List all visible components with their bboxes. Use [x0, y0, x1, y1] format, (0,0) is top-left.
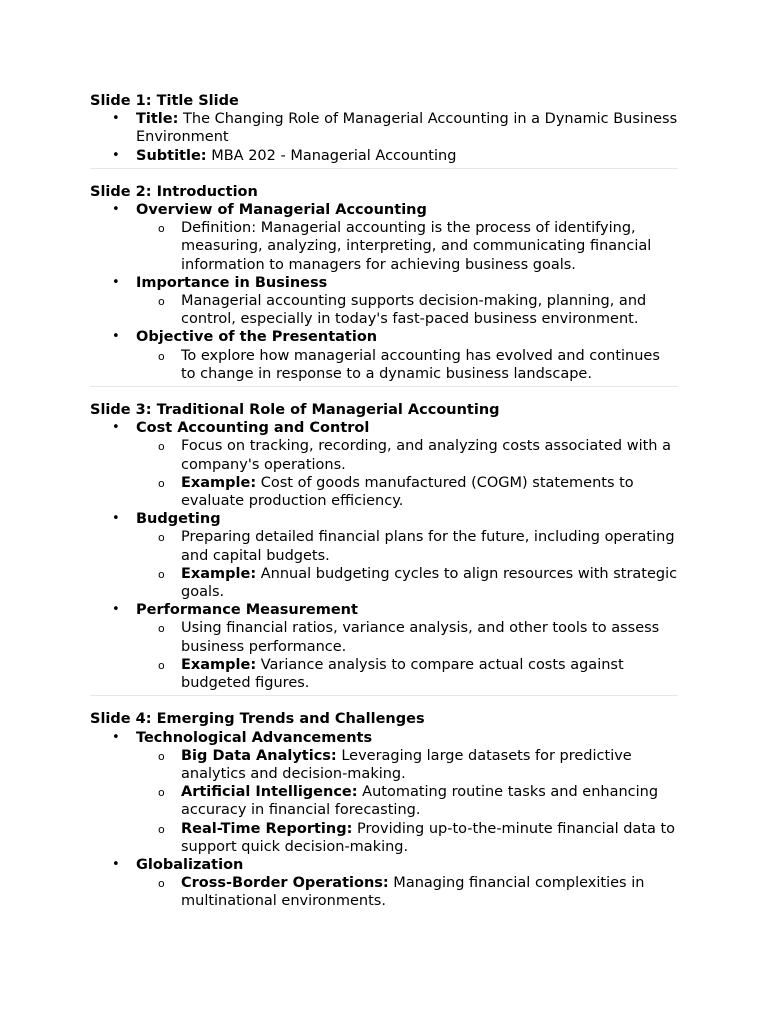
- bullet-list: [90, 110, 678, 165]
- sub-bullet-list: [136, 437, 678, 510]
- sub-bullet-item: [181, 565, 678, 601]
- bullet-label: Title:: [136, 111, 179, 128]
- document-body: [90, 92, 678, 911]
- sub-bullet-text: Annual budgeting cycles to align resources with strategic goals.: [181, 565, 678, 601]
- sub-bullet-list: [136, 292, 678, 328]
- sub-bullet-text: Focus on tracking, recording, and analyzing costs associated with a company's operations.: [181, 438, 671, 473]
- slide-section: [90, 386, 678, 692]
- sub-bullet-text: Leveraging large datasets for predictive analytics and decision-making.: [181, 747, 632, 782]
- sub-bullet-list: [136, 619, 678, 692]
- sub-bullet-label: Example:: [181, 565, 257, 582]
- slide-heading: Slide 3: Traditional Role of Managerial Accounting: [90, 402, 500, 419]
- sub-bullet-list: [136, 347, 678, 383]
- bullet-item: [136, 601, 678, 692]
- bullet-item: [136, 510, 678, 601]
- bullet-label: Subtitle:: [136, 147, 207, 164]
- sub-bullet-text: Automating routine tasks and enhancing accuracy in financial forecasting.: [181, 784, 659, 819]
- bullet-item: [136, 274, 678, 329]
- sub-bullet-label: Artificial Intelligence:: [181, 784, 358, 801]
- sub-bullet-label: Example:: [181, 474, 257, 491]
- sub-bullet-item: [181, 783, 678, 819]
- sub-bullet-item: [181, 292, 678, 328]
- slide-section: [90, 168, 678, 383]
- slide-section: [90, 92, 678, 165]
- sub-bullet-text: Cost of goods manufactured (COGM) statements to evaluate production efficiency.: [181, 474, 634, 510]
- sub-bullet-text: Variance analysis to compare actual costs against budgeted figures.: [181, 656, 624, 692]
- bullet-item: [136, 201, 678, 274]
- sub-bullet-item: [181, 820, 678, 856]
- sub-bullet-list: [136, 747, 678, 856]
- sub-bullet-item: [181, 437, 678, 473]
- sub-bullet-item: [181, 747, 678, 783]
- bullet-label: Budgeting: [136, 511, 221, 528]
- bullet-item: [136, 110, 678, 146]
- bullet-item: [136, 419, 678, 510]
- bullet-label: Overview of Managerial Accounting: [136, 202, 427, 219]
- sub-bullet-item: [181, 219, 678, 274]
- bullet-item: [136, 147, 678, 165]
- bullet-item: [136, 328, 678, 383]
- sub-bullet-text: Managerial accounting supports decision-making, planning, and control, especially in today's fast-paced business environment.: [181, 293, 647, 328]
- bullet-list: [90, 201, 678, 383]
- bullet-label: Objective of the Presentation: [136, 329, 378, 346]
- bullet-label: Performance Measurement: [136, 602, 358, 619]
- sub-bullet-text: Definition: Managerial accounting is the process of identifying, measuring, analyzing, interpreting, and communicating financial information to managers for achieving business goals.: [181, 220, 652, 273]
- sub-bullet-item: [181, 474, 678, 510]
- sub-bullet-text: Preparing detailed financial plans for the future, including operating and capital budgets.: [181, 529, 675, 564]
- slide-section: [90, 695, 678, 910]
- sub-bullet-text: Providing up-to-the-minute financial data to support quick decision-making.: [181, 820, 676, 855]
- bullet-item: [136, 729, 678, 856]
- sub-bullet-text: To explore how managerial accounting has evolved and continues to change in response to a dynamic business landscape.: [181, 347, 660, 382]
- bullet-label: Technological Advancements: [136, 729, 373, 746]
- sub-bullet-text: Managing financial complexities in multinational environments.: [181, 875, 645, 910]
- bullet-text: The Changing Role of Managerial Accounting in a Dynamic Business Environment: [136, 111, 678, 146]
- sub-bullet-list: [136, 528, 678, 601]
- bullet-label: Globalization: [136, 856, 244, 873]
- slide-heading: Slide 1: Title Slide: [90, 93, 239, 109]
- slide-heading: Slide 2: Introduction: [90, 183, 258, 200]
- bullet-text: MBA 202 - Managerial Accounting: [206, 147, 457, 164]
- sub-bullet-item: [181, 528, 678, 564]
- bullet-label: Importance in Business: [136, 274, 328, 291]
- sub-bullet-label: Example:: [181, 656, 257, 673]
- slide-heading: Slide 4: Emerging Trends and Challenges: [90, 711, 425, 728]
- sub-bullet-list: [136, 219, 678, 274]
- bullet-label: Cost Accounting and Control: [136, 420, 370, 437]
- bullet-item: [136, 856, 678, 911]
- sub-bullet-label: Big Data Analytics:: [181, 747, 337, 764]
- sub-bullet-item: [181, 619, 678, 655]
- sub-bullet-label: Real-Time Reporting:: [181, 820, 353, 837]
- bullet-list: [90, 419, 678, 692]
- sub-bullet-text: Using financial ratios, variance analysis, and other tools to assess business performance.: [181, 620, 660, 655]
- sub-bullet-item: [181, 656, 678, 692]
- sub-bullet-item: [181, 347, 678, 383]
- sub-bullet-label: Cross-Border Operations:: [181, 875, 389, 892]
- bullet-list: [90, 729, 678, 911]
- sub-bullet-item: [181, 874, 678, 910]
- sub-bullet-list: [136, 874, 678, 910]
